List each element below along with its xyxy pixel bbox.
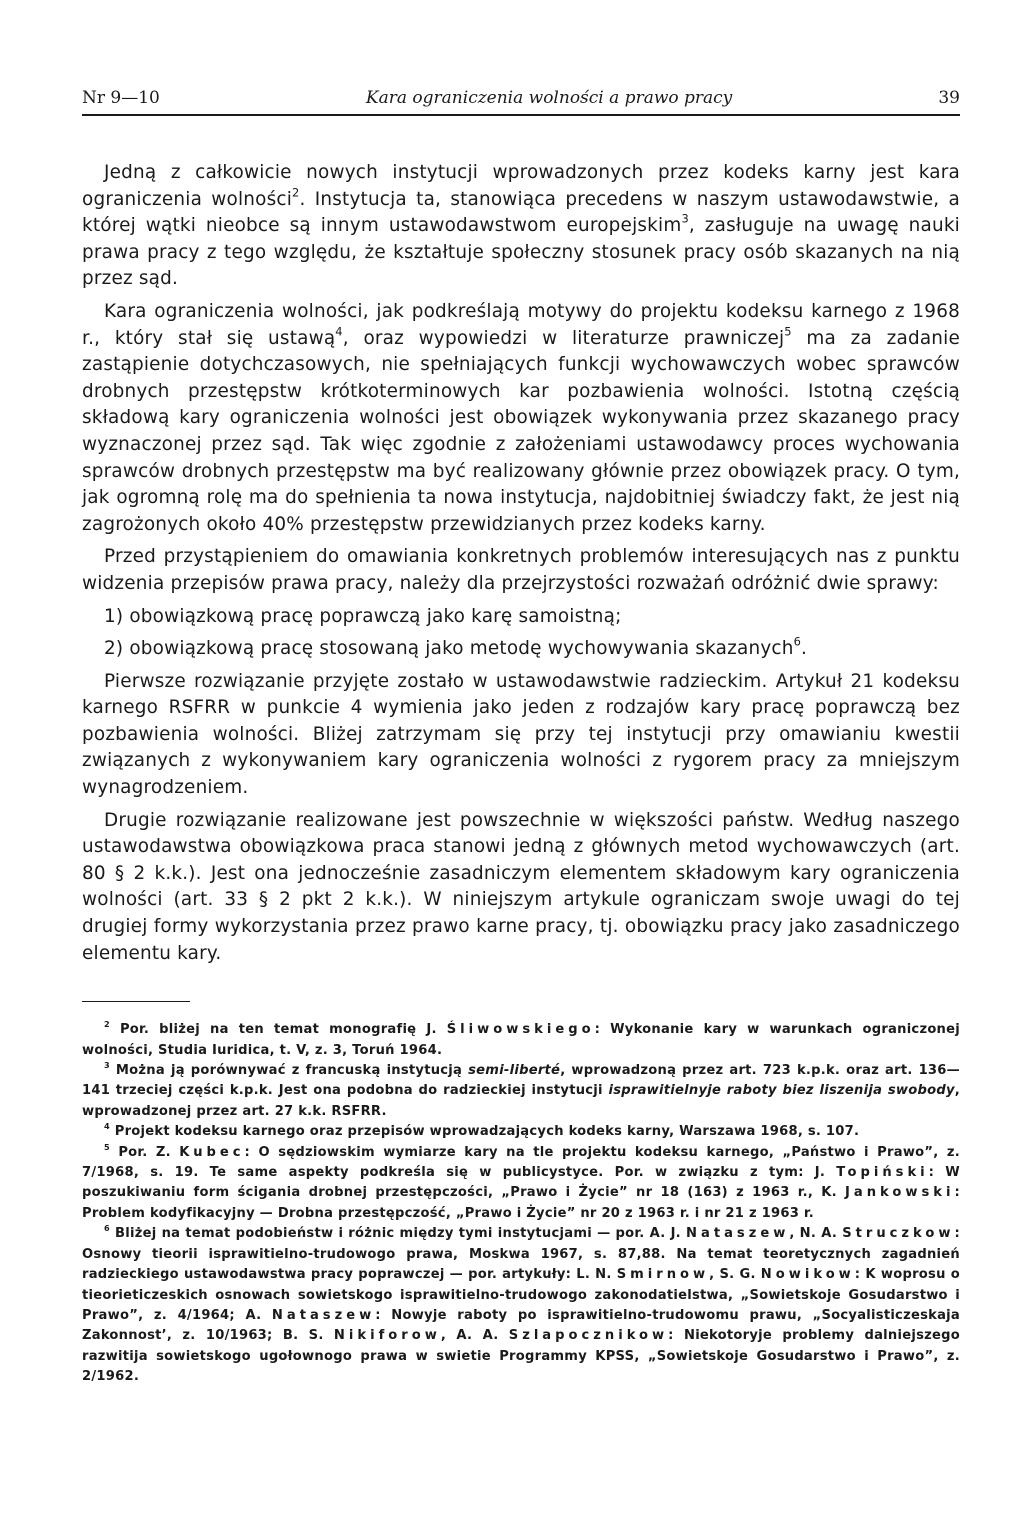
paragraph-2: Kara ograniczenia wolności, jak podkreślają motywy do projektu kodeksu karnego z 1968 r., który stał się ustawą$^4$, oraz wypowiedzi w literaturze prawniczej$^5$ ma za zadanie zastąpienie dotychczasowych, nie spełniających funkcji wychowawczych wobec sprawców drobnych przestępstw krótkoterminowych kar pozbawienia wolności. Istotną częścią składową kary ograniczenia wolności jest obowiązek wykonywania przez skazanego pracy wyznaczonej przez sąd. Tak więc zgodnie z założeniami ustawodawcy proces wychowania sprawców drobnych przestępstw ma być realizowany głównie przez obowiązek pracy. O tym, jak ogromną rolę ma do spełnienia ta nowa instytucja, najdobitniej świadczy fakt, że jest nią zagrożonych około 40% przestępstw przewidzianych przez kodeks karny.: [82, 300, 960, 535]
issue-number: Nr 9—10: [82, 88, 160, 108]
running-title: Kara ograniczenia wolności a prawo pracy: [365, 88, 733, 108]
paragraph-1: Jedną z całkowicie nowych instytucji wprowadzonych przez kodeks karny jest kara ograniczenia wolności$^2$. Instytucja ta, stanowiąca precedens w naszym ustawodawstwie, a której wątki nieobce są innym ustawodawstwom europejskim$^3$, zasługuje na uwagę nauki prawa pracy z tego względu, że kształtuje społeczny stosunek pracy osób skazanych na nią przez sąd.: [82, 162, 960, 290]
paragraph-5: Drugie rozwiązanie realizowane jest powszechnie w większości państw. Według naszego ustawodawstwa obowiązkowa praca stanowi jedną z głównych metod wychowawczych (art. 80 § 2 k.k.). Jest ona jednocześnie zasadniczym elementem składowym kary ograniczenia wolności (art. 33 § 2 pkt 2 k.k.). W niniejszym artykule ograniczam swoje uwagi do tej drugiej formy wykorzystania przez prawo karne pracy, tj. obowiązku pracy jako zasadniczego elementu kary.: [82, 809, 960, 964]
footnote-4: $^4$ Projekt kodeksu karnego oraz przepisów wprowadzających kodeks karny, Warszawa 1968, s. 107.: [104, 1121, 860, 1140]
document-page: [82, 88, 960, 1388]
page-number: 39: [938, 88, 960, 108]
footnote-ref-2: 2: [292, 185, 300, 200]
footnote-2: $^2$ Por. bliżej na ten temat monografię J. Śliwowskiego: Wykonanie kary w warunkach ograniczonej wolności, Studia Iuridica, t. V, z. 3, Toruń 1964.: [82, 1019, 961, 1058]
footnote-5: $^5$ Por. Z. Kubec: O sędziowskim wymiarze kary na tle projektu kodeksu karnego, „Państwo i Prawo”, z. 7/1968, s. 19. Te same aspekty podkreśla się w publicystyce. Por. w związku z tym: J. Topiński: W poszukiwaniu form ścigania drobnej przestępczości, „Prawo i Życie” nr 18 (163) z 1963 r., K. Jankowski: Problem kodyfikacyjny — Drobna przestępczość, „Prawo i Życie” nr 20 z 1963 r. i nr 21 z 1963 r.: [82, 1141, 960, 1221]
footnote-ref-5: 5: [784, 324, 792, 339]
list-item-1: 1) obowiązkową pracę poprawczą jako karę samoistną;: [104, 605, 622, 627]
running-header: [82, 88, 960, 116]
footnote-ref-6: 6: [793, 634, 802, 649]
paragraph-3: Przed przystąpieniem do omawiania konkretnych problemów interesujących nas z punktu widzenia przepisów prawa pracy, należy dla przejrzystości rozważań odróżnić dwie sprawy:: [82, 546, 960, 594]
paragraph-4: Pierwsze rozwiązanie przyjęte zostało w ustawodawstwie radzieckim. Artykuł 21 kodeksu karnego RSFRR w punkcie 4 wymienia jako jeden z rodzajów kary pracę poprawczą bez pozbawienia wolności. Bliżej zatrzymam się przy tej instytucji przy omawianiu kwestii związanych z wykonywaniem kary ograniczenia wolności z rygorem pracy za mniejszym wynagrodzeniem.: [82, 670, 960, 799]
list-item-2: 2) obowiązkową pracę stosowaną jako metodę wychowywania skazanych$^6$.: [104, 634, 808, 660]
footnote-divider: [82, 1001, 190, 1002]
footnote-ref-4: 4: [335, 324, 343, 339]
footnotes: [82, 1020, 960, 1387]
footnote-6: $^6$ Bliżej na temat podobieństw i różnic między tymi instytucjami — por. A. J. Nataszew, N. A. Struczkow: Osnowy tieorii isprawitielno-trudowogo prawa, Moskwa 1967, s. 87,88. Na temat teoretycznych zagadnień radzieckiego ustawodawstwa pracy poprawczej — por. artykuły: L. N. Smirnow, S. G. Nowikow: K woprosu o tieorieticzeskich osnowach sowietskogo isprawitielno-trudowogo zakonodatielstwa, „Sowietskoje Gosudarstwo i Prawo”, z. 4/1964; A. Nataszew: Nowyje raboty po isprawitielno-trudowomu prawu, „Socyalisticzeskaja Zakonnost’, z. 10/1963; B. S. Nikiforow, A. A. Szlapocznikow: Niekotoryje problemy dalniejszego razwitija sowietskogo ugołownogo prawa w swietie Programmy KPSS, „Sowietskoje Gosudarstwo i Prawo”, z. 2/1962.: [82, 1223, 960, 1385]
main-text: [82, 160, 960, 967]
footnote-3: $^3$ Można ją porównywać z francuską instytucją semi-liberté, wprowadzoną przez art. 723 k.p.k. oraz art. 136—141 trzeciej części k.p.k. Jest ona podobna do radzieckiej instytucji isprawitielnyje raboty biez liszenija swobody, wprowadzonej przez art. 27 k.k. RSFRR.: [82, 1059, 961, 1119]
footnote-ref-3: 3: [681, 211, 689, 226]
